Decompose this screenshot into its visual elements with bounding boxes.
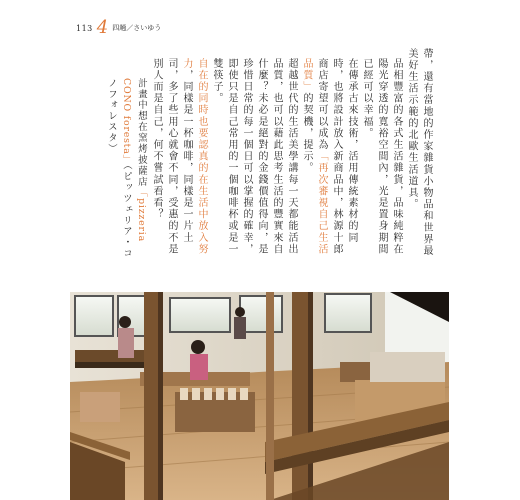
store-interior-photo: [70, 292, 449, 500]
paragraph-3: [299, 48, 359, 266]
footnote: [104, 48, 149, 266]
paragraph-2: 品相豐富的各式生活雜貨，品味純粹在陽光穿透的寬裕空間內，光是置身期間已經可以幸福。: [361, 58, 402, 256]
page-number: 113: [76, 23, 93, 33]
page-header: [76, 17, 162, 38]
paragraph-4: 超越世代的生活美學講每一天都能活出品質，也可以藉此思考生活的豐實來自什麼？未必是絕對的金錢價值得向，是珍惜日常的每一個日可以掌握的確幸，即使只是自己常用的一個咖啡杯或是一雙筷子。: [211, 58, 297, 256]
paragraph-3-highlight: 「再次審視自己生活品質」: [301, 58, 327, 256]
paragraph-5-highlight: 自在的同時也要認真的在生活中放入努力: [181, 58, 207, 256]
section-title: 四趟／さいゆう: [112, 24, 162, 32]
footnote-prefix: 計畫中想在窯烤披薩店: [136, 78, 147, 188]
footnote-suffix: （ピッツェリア・コノフォレスタ）: [106, 78, 132, 260]
chapter-number: 4: [96, 17, 109, 38]
footnote-highlight: 「pizzeria CONO foresta」: [121, 78, 147, 242]
photo-illustration: [70, 292, 449, 500]
paragraph-3-end: 的契機，提示。: [301, 92, 312, 175]
paragraph-5-text: ，同樣是一杯咖啡，同樣是一片土司，多了些用心就會不同，受惠的不是別人而是自己，何不嘗試看看？: [151, 58, 192, 256]
paragraph-3-text: 在傳承古來技術，活用傳統素材的同時，也將設計放入新商品中，林源十郎商店寄望可以成為: [316, 58, 357, 256]
paragraph-1: 帶，還有當地的作家雜貨小物品和世界最美好生活示範的北歐生活道具。: [406, 48, 432, 257]
article-body: [54, 48, 434, 266]
paragraph-5: [149, 48, 209, 266]
